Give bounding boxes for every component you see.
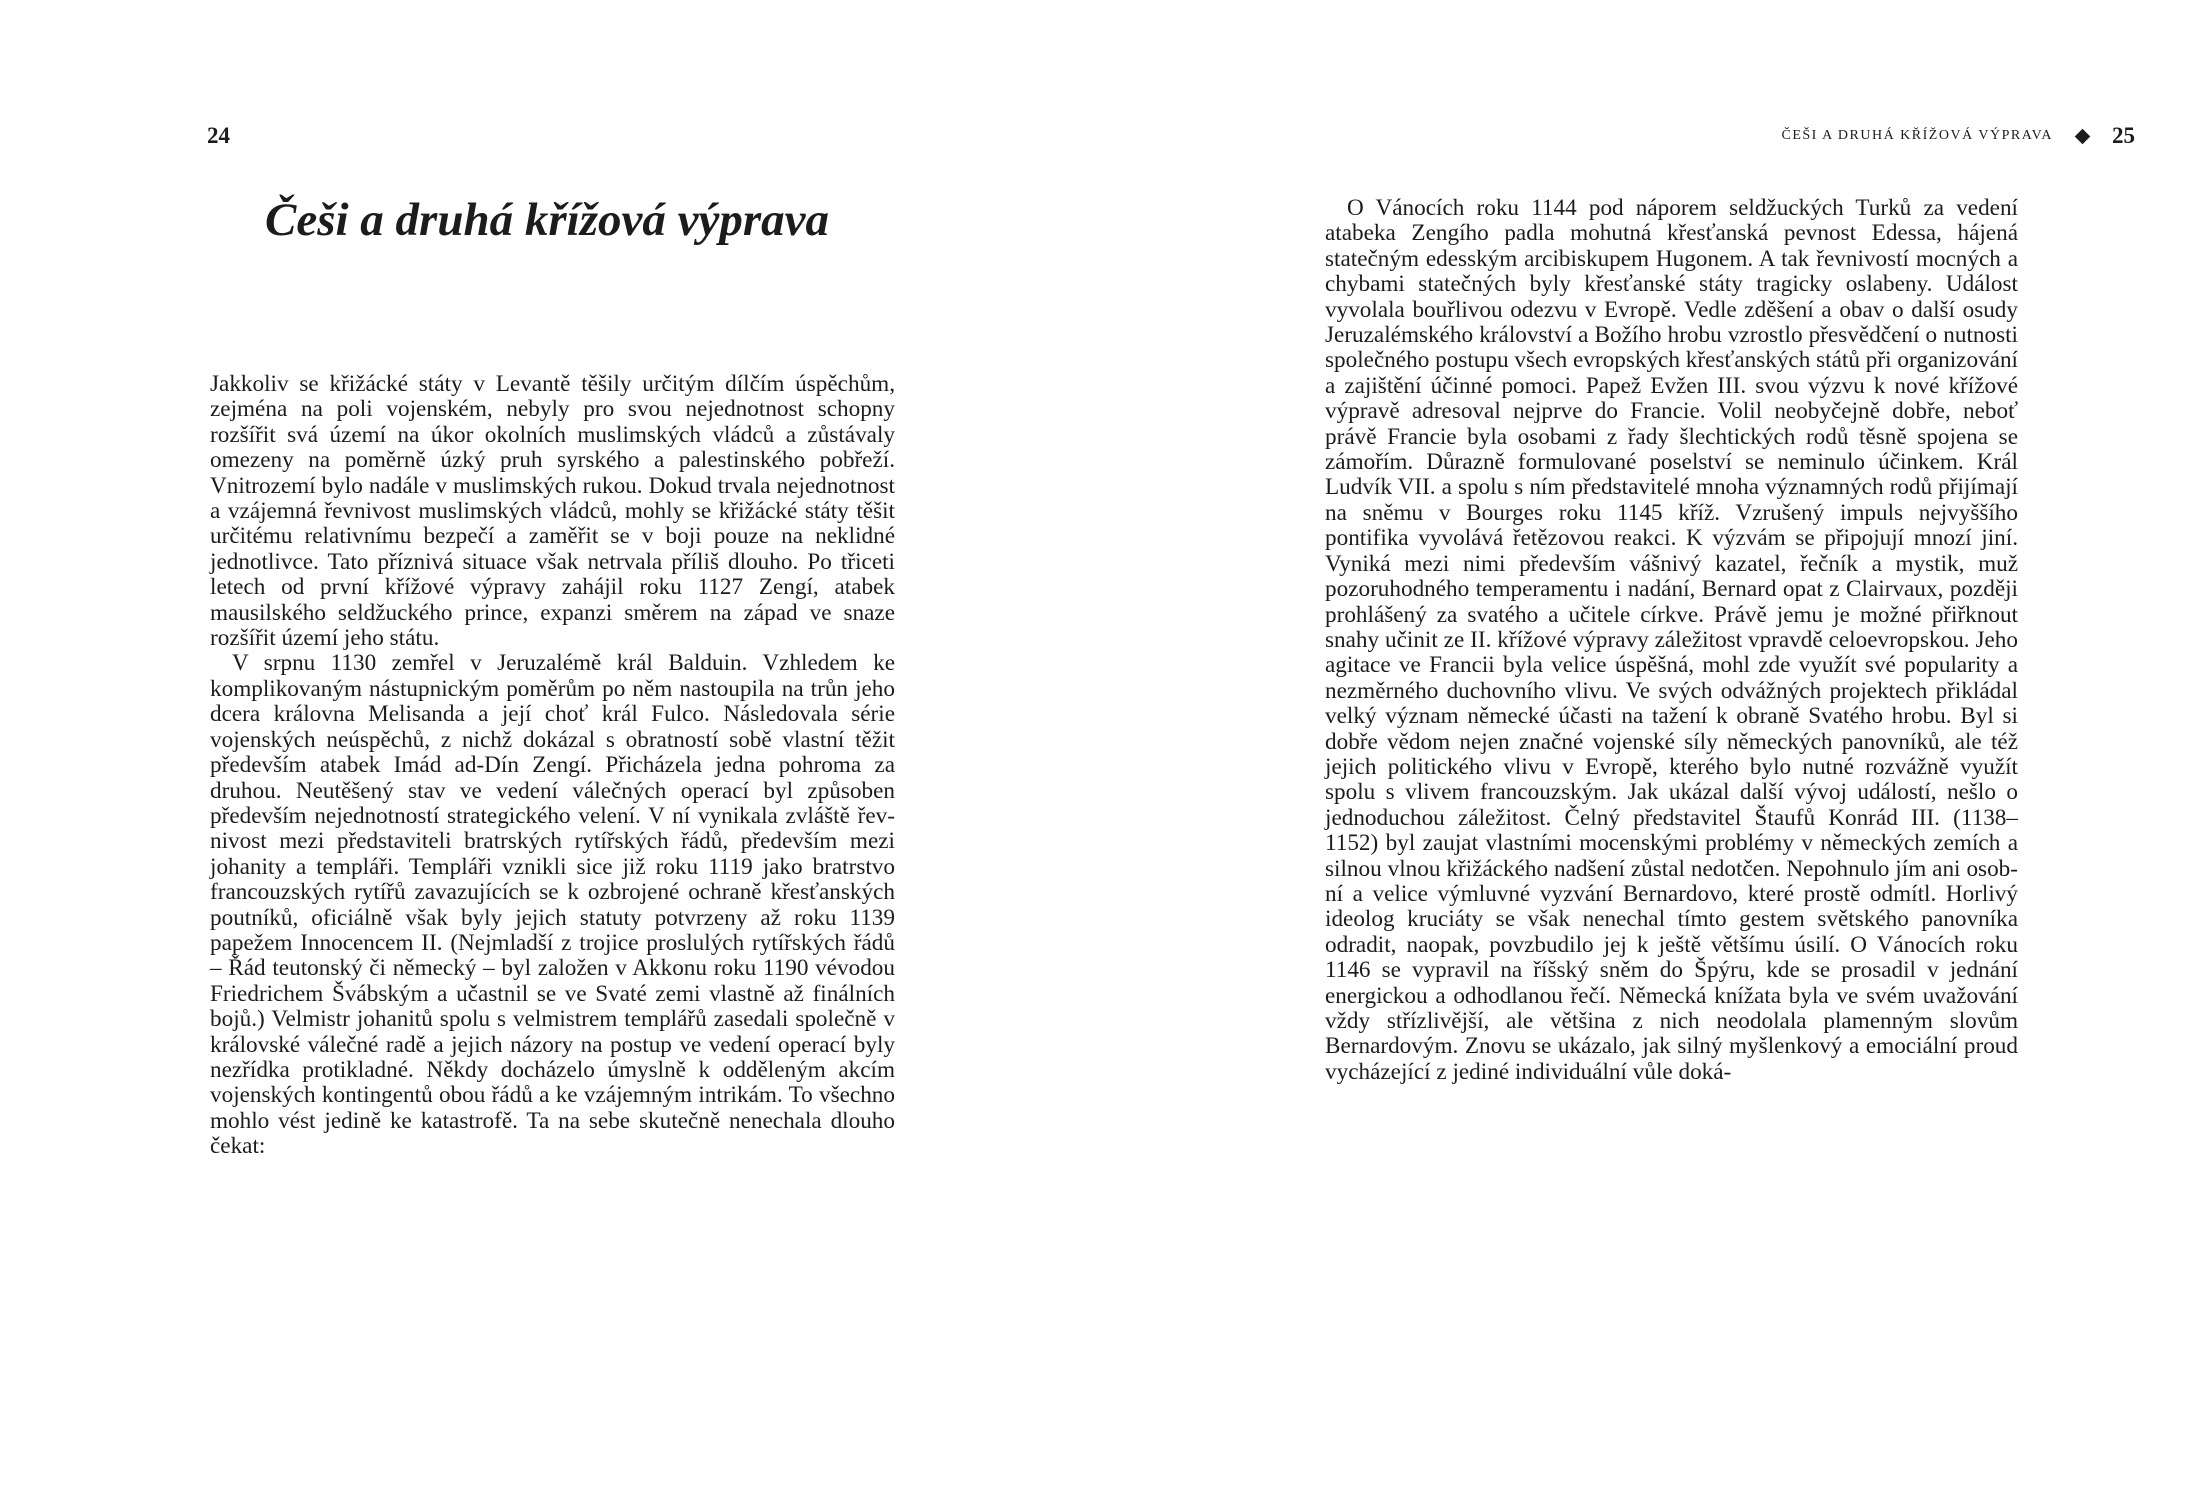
page-number-left: 24 [207, 123, 230, 148]
diamond-icon [2075, 128, 2091, 144]
running-header [1782, 122, 2136, 150]
paragraph: Jakkoliv se křižácké státy v Levantě těšily určitým dílčím úspěchům, zejména na poli vojenském, nebyly pro svou nejednotnost schopny rozšířit svá území na úkor okolních muslimských vládců a zůstávaly omezeny na poměrně úzký pruh syrského a palestinského pobřeží. Vnitrozemí bylo nadále v muslimských rukou. Dokud trvala nejednotnost a vzájemná řevnivost muslimských vládců, mohly se křižácké státy těšit určitému relativnímu bezpečí a zaměřit se v boji pouze na neklidné jednotlivce. Tato příznivá situace však netrvala příliš dlouho. Po třiceti letech od první křížové výpravy zahájil roku 1127 Zengí, atabek mausilského seldžuckého prince, expanzi směrem na západ ve snaze rozšířit území jeho státu. [210, 371, 895, 652]
paragraph: O Vánocích roku 1144 pod náporem seldžuckých Turků za vedení atabeka Zengího padla mohutná křesťanská pevnost Edessa, hájená statečným edesským arcibiskupem Hugonem. A tak řevnivostí mocných a chybami statečných byly křesťanské státy tragicky oslabeny. Událost vyvolala bouřlivou odezvu v Evropě. Vedle zděšení a obav o další osudy Jeruzalémského království a Božího hrobu vzrostlo přesvědčení o nutnosti společného postupu všech evropských křesťanských států při organizování a zajištění účinné pomoci. Papež Evžen III. svou výzvu k nové křížové výpravě adresoval nejprve do Francie. Volil neobyčejně dobře, neboť právě Francie byla osobami z řady šlechtických rodů těsně spojena se zámořím. Důrazně formulované poselství se neminulo účinkem. Král Ludvík VII. a spolu s ním představitelé mnoha významných rodů přijímají na sněmu v Bourges roku 1145 kříž. Vzrušený impuls nejvyššího pontifika vyvolává řetězovou reakci. K výzvám se připojují mnozí jiní. Vyniká mezi nimi především vášnivý kazatel, řečník a mystik, muž pozoruhodného temperamentu i nadání, Bernard opat z Clairvaux, později prohlášený za svatého a učitele církve. Právě jemu je možné přiřknout snahy učinit ze II. křížové výpravy záležitost vpravdě celoevropskou. Jeho agitace ve Francii byla velice úspěšná, mohl zde využít své popularity a nezměrného duchovního vlivu. Ve svých odvážných projektech přikládal velký význam německé účasti na tažení k obraně Svatého hrobu. Byl si dobře vědom nejen značné vojenské síly německých panovníků, ale též jejich politického vlivu v Evropě, kterého bylo nutné rozvážně využít spolu s vlivem francouzským. Jak ukázal další vývoj událostí, nešlo o jednoduchou záležitost. Čelný představitel Štaufů Konrád III. (1138–1152) byl zaujat vlastními mocenskými problémy v německých zemích a silnou vlnou křižáckého nadšení zůstal nedotčen. Nepohnulo jím ani osobní a velice výmluvné vyzvání Bernardovo, které prostě odmítl. Horlivý ideolog kruciáty se však nenechal tímto gestem světského panovníka odradit, naopak, povzbudilo jej k ještě většímu úsilí. O Vánocích roku 1146 se vypravil na říšský sněm do Špýru, kde se prosadil v jednání energickou a odhodlanou řečí. Německá knížata byla ve svém uvažování vždy střízlivější, ale většina z nich neodolala plamenným slovům Bernardovým. Znovu se ukázalo, jak silný myšlenkový a emociální proud vycházející z jediné individuální vůle doká- [1325, 195, 2018, 1085]
paragraph: V srpnu 1130 zemřel v Jeruzalémě král Balduin. Vzhledem ke komplikovaným nástupnickým poměrům po něm nastoupila na trůn jeho dcera královna Melisanda a její choť král Fulco. Následovala série vojenských neúspěchů, z nichž dokázal s obratností sobě vlastní těžit především atabek Imád ad-Dín Zengí. Přicházela jedna pohroma za druhou. Neutěšený stav ve vedení válečných operací byl způsoben především nejednotností strategického velení. V ní vynikala zvláště řevnivost mezi představiteli bratrských rytířských řádů, především mezi johanity a templáři. Templáři vznikli sice již roku 1119 jako bratrstvo francouzských rytířů zavazujících se k ozbrojené ochraně křesťanských poutníků, oficiálně však byly jejich statuty potvrzeny až roku 1139 papežem Innocencem II. (Nejmladší z trojice proslulých rytířských řádů – Řád teutonský či německý – byl založen v Akkonu roku 1190 vévodou Friedrichem Švábským a učastnil se ve Svaté zemi vlastně až finálních bojů.) Velmistr johanitů spolu s velmistrem templářů zasedali společně v královské válečné radě a jejich názory na postup ve vedení operací byly nezřídka protikladné. Někdy docházelo úmyslně k odděleným akcím vojenských kontingentů obou řádů a ke vzájemným intrikám. To všechno mohlo vést jedině ke katastrofě. Ta na sebe skutečně nenechala dlouho čekat: [210, 650, 895, 1160]
left-body-text [210, 372, 895, 1160]
chapter-title: Češi a druhá křížová výprava [265, 194, 829, 246]
right-body-text [1325, 196, 2018, 1085]
page-number-right: 25 [2112, 123, 2135, 148]
right-page [1105, 0, 2210, 1500]
running-header-title: ČEŠI A DRUHÁ KŘÍŽOVÁ VÝPRAVA [1781, 128, 2053, 143]
